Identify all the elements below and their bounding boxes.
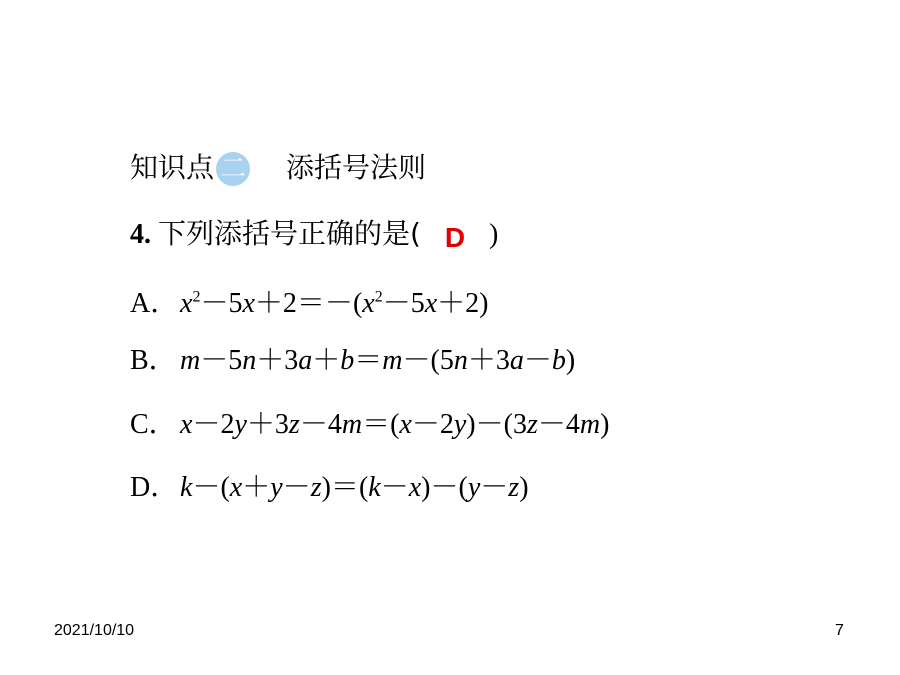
- section-number-badge: 二: [216, 152, 250, 186]
- option-label: A．: [130, 288, 179, 320]
- option-expression: $x^2-5x+2=-(x^2-5x+2)$: [180, 288, 489, 320]
- question-text: 下列添括号正确的是(: [158, 217, 421, 250]
- option-b: [130, 341, 575, 381]
- option-expression: x－2y＋3z－4m＝(x－2y)－(3z－4m): [180, 409, 610, 440]
- heading-prefix: 知识点: [130, 151, 215, 184]
- option-label: D．: [130, 472, 179, 503]
- option-expression: k－(x＋y－z)＝(k－x)－(y－z): [180, 472, 529, 503]
- page-number: 7: [835, 622, 844, 639]
- section-heading: [130, 148, 426, 190]
- question-line: [130, 214, 498, 255]
- question-close-paren: ): [488, 219, 499, 250]
- option-label: B．: [130, 345, 177, 376]
- option-expression: m－5n＋3a＋b＝m－(5n＋3a－b): [180, 345, 576, 376]
- option-c: [130, 405, 609, 445]
- option-d: [130, 468, 529, 508]
- answer-mark: D: [444, 222, 466, 253]
- option-label: C．: [130, 409, 177, 440]
- footer-date: 2021/10/10: [54, 622, 135, 639]
- heading-title: 添括号法则: [286, 151, 427, 184]
- option-a: [130, 278, 489, 324]
- question-number: 4.: [130, 219, 151, 250]
